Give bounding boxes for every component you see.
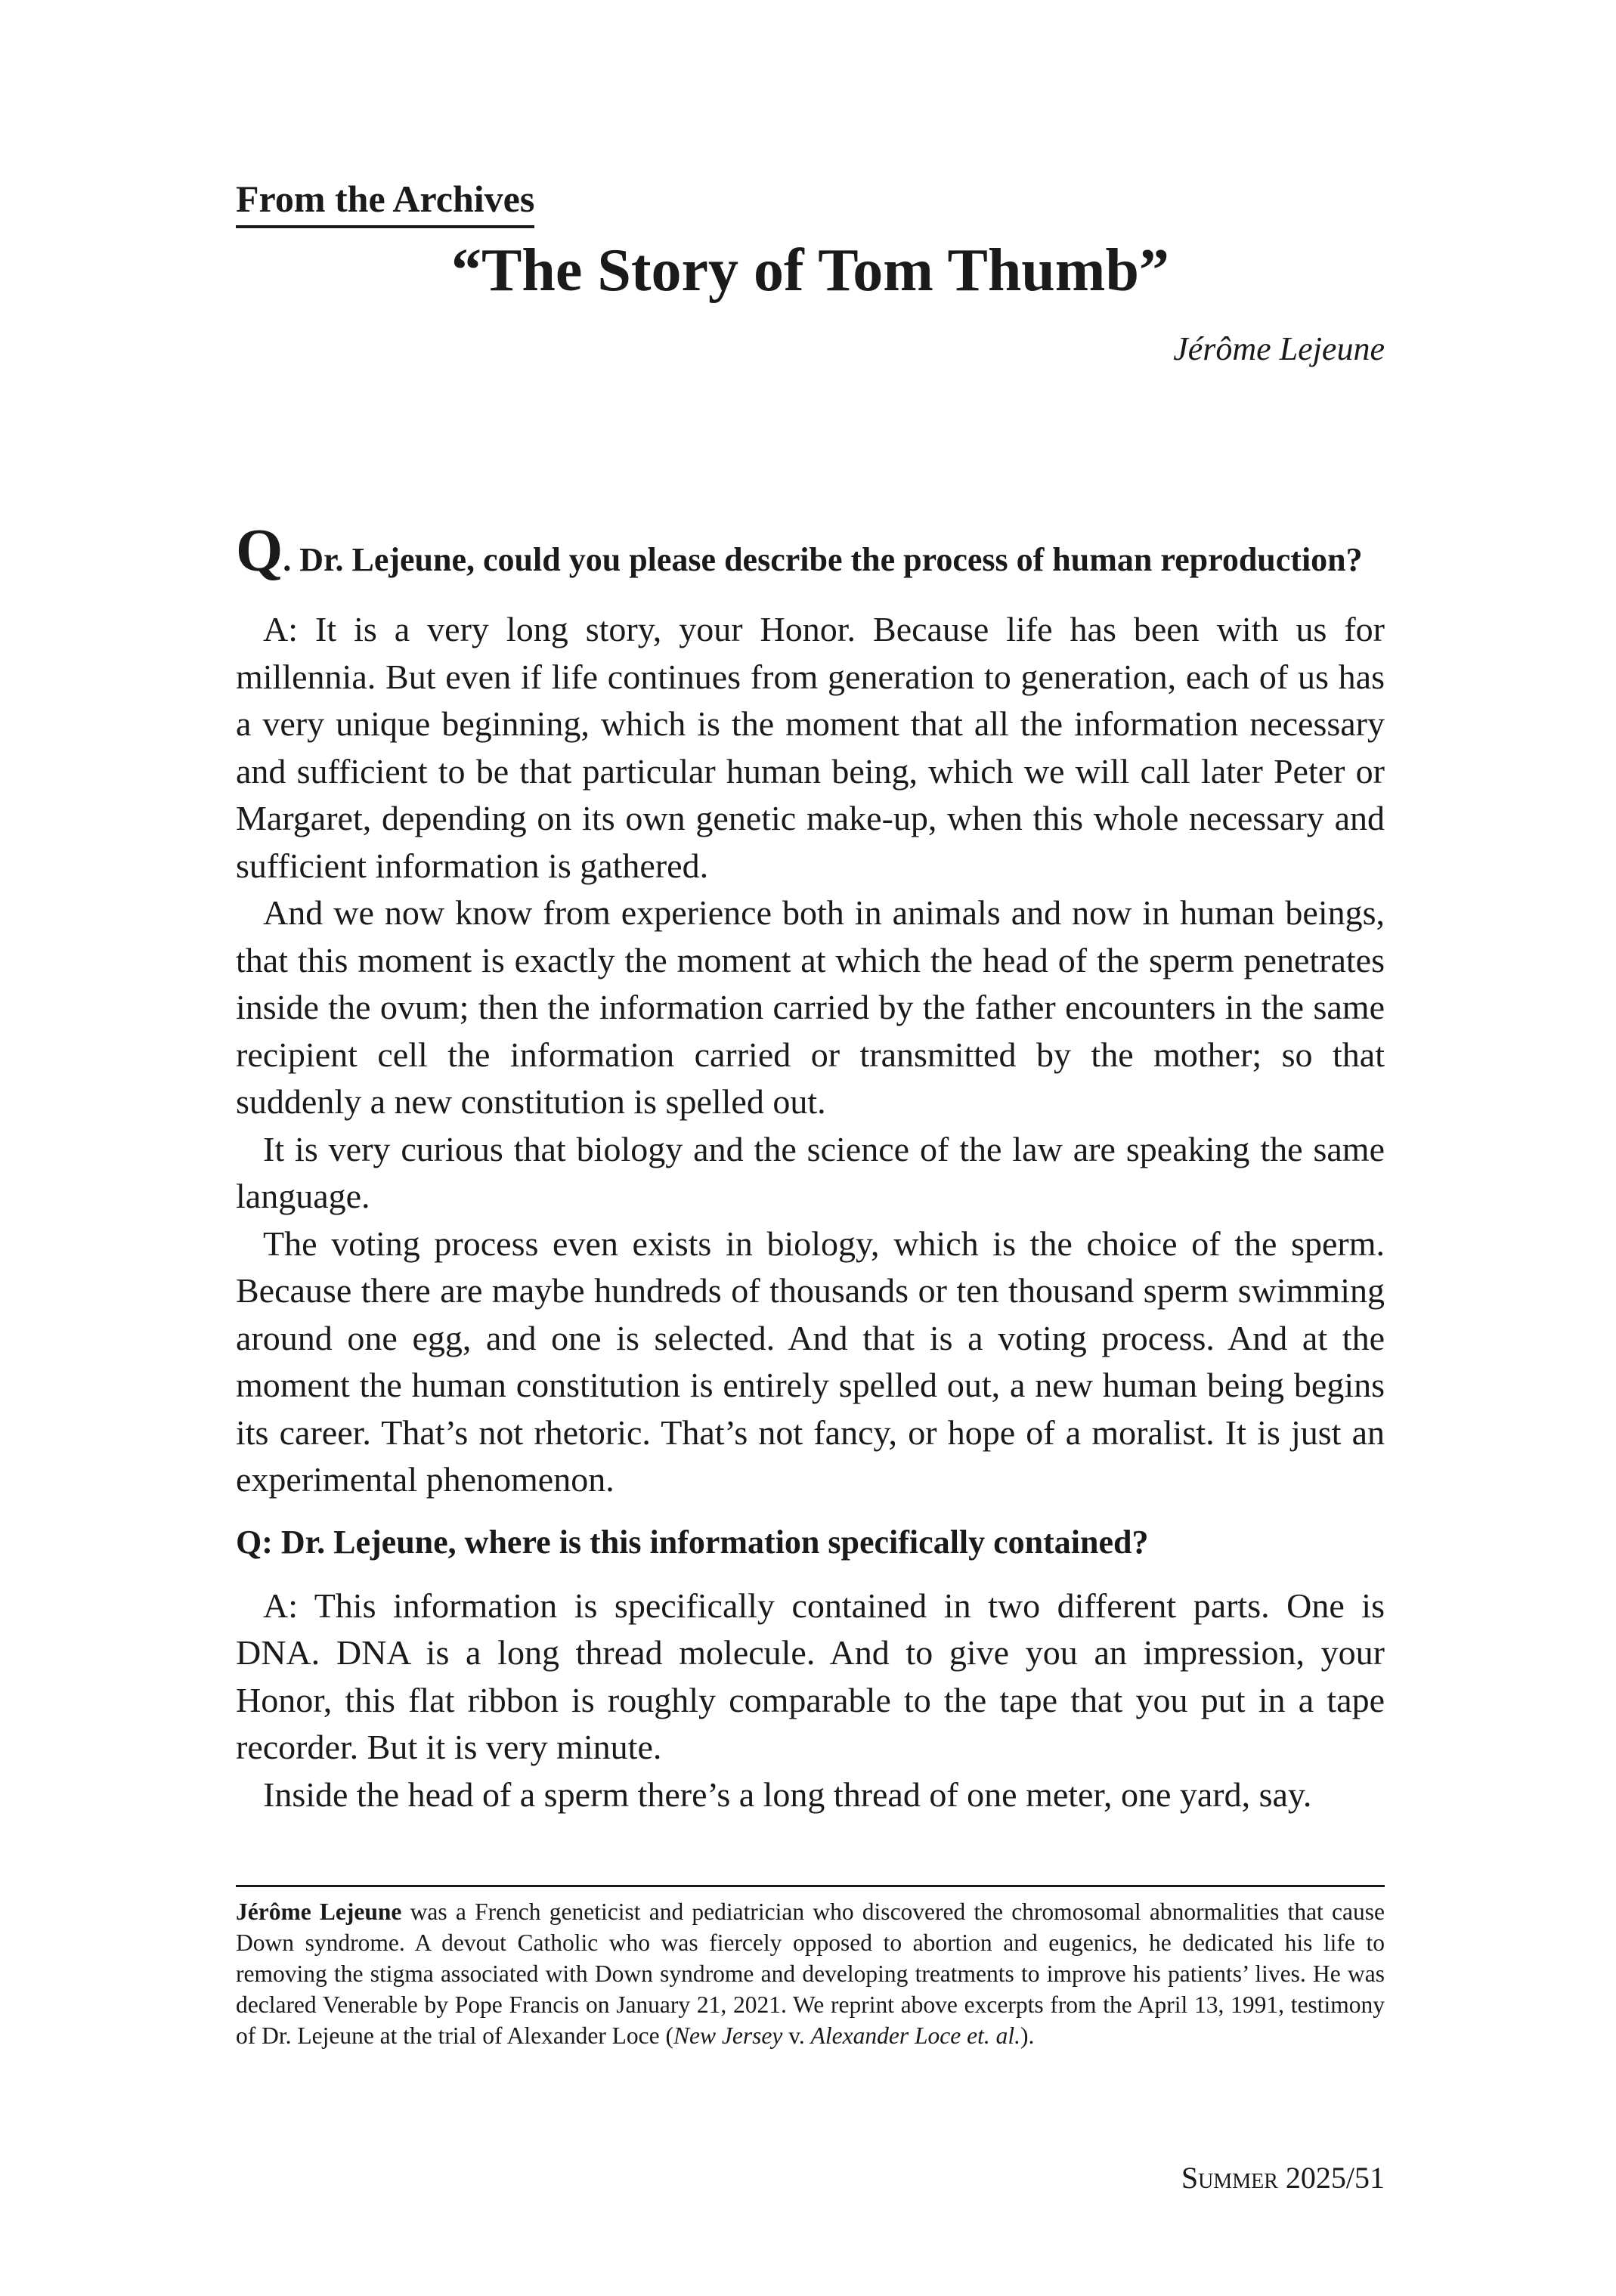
footnote-text: was a French geneticist and pediatrician who discovered the chromosomal abnormalities that cause Down syndrome. A devout Catholic who was fiercely opposed to abortion and eugenics, he dedicated his life to removing the stigma associated with Down syndrome and developing treatments to improve his patients’ lives. He was declared Venerable by Pope Francis on January 21, 2021. We reprint above excerpts from the April 13, 1991, testimony of Dr. Lejeune at the trial of Alexander Loce ( [236,1898,1385,2049]
answer-2-paragraph-2: Inside the head of a sperm there’s a long thread of one meter, one yard, say. [263,1775,1312,1814]
footnote-case-party-b: Alexander Loce et. al. [810,2022,1020,2049]
footnote-case-party-a: New Jersey [673,2022,783,2049]
question-1 [236,518,1385,584]
question-2: Q: Dr. Lejeune, where is this information specifically contained? [236,1523,1149,1561]
question-1-text: . Dr. Lejeune, could you please describe the process of human reproduction? [283,541,1363,578]
answer-1-paragraph-4: The voting process even exists in biology, which is the choice of the sperm. Because there are maybe hundreds of thousands or ten thousand sperm swimming around one egg, and one is selected. And that is a voting process. And at the moment the human constitution is entirely spelled out, a new human being begins its career. That’s not rhetoric. That’s not fancy, or hope of a moralist. It is just an experimental phenomenon. [236,1224,1385,1499]
folio-season: Summer [1181,2161,1278,2195]
folio-page-number: 2025/51 [1277,2161,1385,2195]
footnote-versus: v. [782,2022,811,2049]
answer-1-paragraph-3: It is very curious that biology and the science of the law are speaking the same language. [236,1129,1385,1215]
author-byline: Jérôme Lejeune [1173,330,1385,367]
drop-q: Q [236,518,283,584]
answer-1-paragraph-1: A: It is a very long story, your Honor. Because life has been with us for millennia. But even if life continues from generation to generation, each of us has a very unique beginning, which is the moment that all the information necessary and sufficient to be that particular human being, which we will call later Peter or Margaret, depending on its own genetic make-up, when this whole necessary and sufficient information is gathered. [236,610,1385,885]
article-body [236,518,1385,1818]
page-folio [1181,2163,1385,2193]
answer-2-paragraph-1: A: This information is specifically contained in two different parts. One is DNA. DNA is a long thread molecule. And to give you an impression, your Honor, this flat ribbon is roughly comparable to the tape that you put in a tape recorder. But it is very minute. [236,1586,1385,1766]
section-label: From the Archives [236,180,534,228]
footnote-author-name: Jérôme Lejeune [236,1898,402,1925]
answer-1-paragraph-2: And we now know from experience both in animals and now in human beings, that this moment is exactly the moment at which the head of the sperm penetrates inside the ovum; then the information carried by the father encounters in the same recipient cell the information carried or transmitted by the mother; so that suddenly a new constitution is spelled out. [236,893,1385,1121]
footnote-text-end: ). [1020,2022,1035,2049]
author-footnote [236,1885,1385,2051]
article-title: “The Story of Tom Thumb” [451,237,1169,304]
